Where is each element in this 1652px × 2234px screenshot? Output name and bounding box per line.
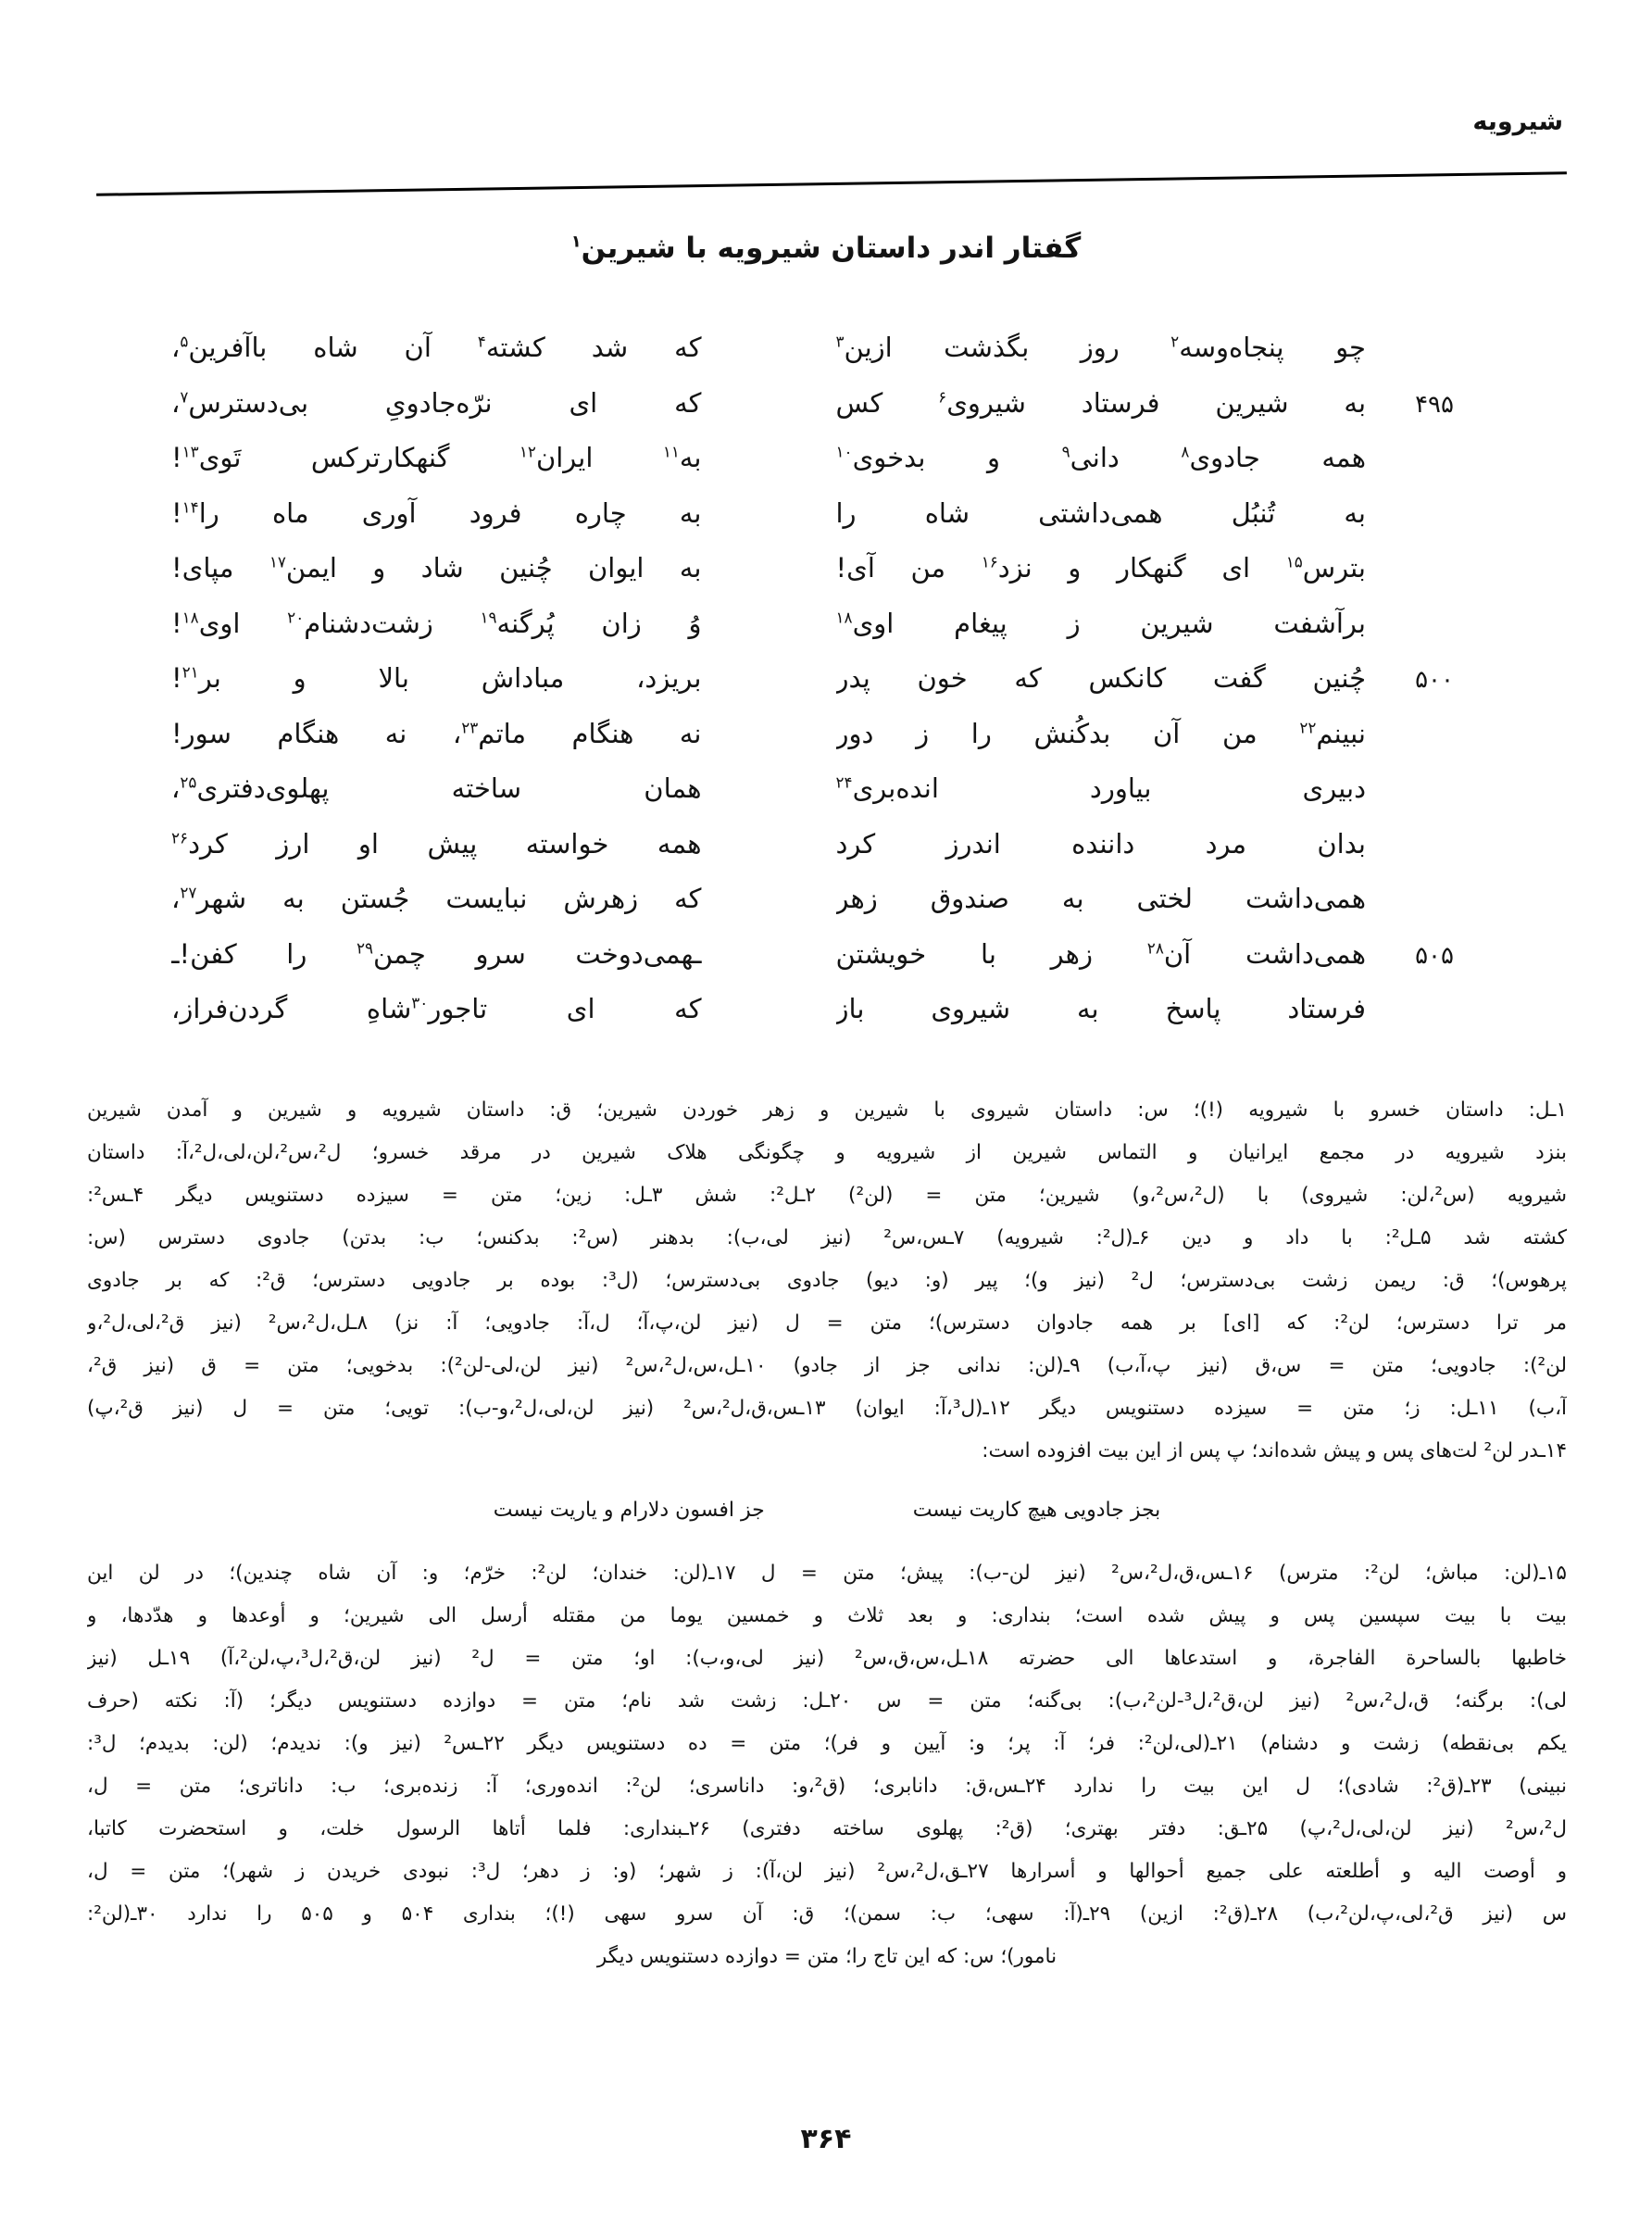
inline-verse-left-hemistich: جز افسون دلارام و یاریت نیست bbox=[493, 1499, 765, 1522]
footnote-line: لن²): جادویی؛ متن = س،ق (نیز پ،آ،ب) ۹ـ(لن: ندانی جز از جادو) ۱۰ـل،س،ل²،س² (نیز لن،لی-لن²): بدخویی؛ متن = ق (نیز ق²، bbox=[87, 1354, 1567, 1377]
poem-couplet bbox=[171, 431, 1454, 486]
footnote-line: یکم بی‌نقطه) زشت و دشنام) ۲۱ـ(لی،لن²: فر؛ آ: پر؛ و: آیین و فر)؛ متن = ده دستنویس دیگر ۲۲ـس² (نیز و): ندیدم؛ (لن: بدیدم؛ ل³: bbox=[87, 1732, 1567, 1755]
hemistich-left: به چاره فرود آوری ماه را$^{۱۴}$! bbox=[171, 496, 702, 529]
poem-couplet bbox=[171, 486, 1454, 542]
footnote-line: آ،ب) ۱۱ـل: ز؛ متن = سیزده دستنویس دیگر ۱۲ـ(ل³،آ: ایوان) ۱۳ـس،ق،ل²،س² (نیز لن،لی،ل²،و-ب): تویی؛ متن = ل (نیز ق²،پ) bbox=[87, 1397, 1567, 1420]
hemistich-right: نبینم$^{۲۲}$ من آن بدکُنش را ز دور bbox=[835, 717, 1366, 749]
hemistich-left: که زهرش نبایست جُستن به شهر$^{۲۷}$، bbox=[171, 883, 702, 914]
footnote-line: نبینی) ۲۳ـ(ق²: شادی)؛ ل این بیت را ندارد ۲۴ـس،ق: دانابری؛ (ق²،و: داناسری؛ لن²: انده‌وری؛ آ: زنده‌بری؛ ب: داناتری؛ متن = ل، bbox=[87, 1775, 1567, 1798]
hemistich-left: که ای تاجور$^{۳۰}$شاهِ گردن‌فراز، bbox=[171, 993, 702, 1024]
footnote-line: کشته شد ۵ـل²: با داد و دین ۶ـ(ل²: شیرویه) ۷ـس،س² (نیز لی،ب): بدهنر (س²: بدکنس؛ ب: بدتن) جادوی دسترس (س: bbox=[87, 1226, 1567, 1249]
hemistich-right: به تُنبُل همی‌داشتی شاه را bbox=[835, 496, 1366, 529]
hemistich-right: چو پنجاه‌وسه$^۲$ روز بگذشت ازین$^۳$ bbox=[835, 332, 1366, 363]
footnote-inline-verse bbox=[87, 1487, 1567, 1534]
hemistich-left: وُ زان پُرگنه$^{۱۹}$ زشت‌دشنام$^{۲۰}$ اوی$^{۱۸}$! bbox=[171, 607, 702, 639]
header-rule bbox=[96, 171, 1567, 196]
page-number: ۳۶۴ bbox=[800, 2123, 852, 2155]
running-header: شیرویه bbox=[1472, 107, 1563, 136]
footnote-line: لی): برگنه؛ ق،ل²،س² (نیز لن،ق²،ل³-لن²،ب): بی‌گنه؛ متن = س ۲۰ـل: زشت شد نام؛ متن = دوازده دستنویس دیگر؛ (آ: نکته (حرف bbox=[87, 1689, 1567, 1713]
footnote-line: شیرویه (س²،لن: شیروی) با (ل²،س²،و) شیرین؛ متن = (لن²) ۲ـل²: شش ۳ـل: زین؛ متن = سیزده دستنویس دیگر ۴ـس²: bbox=[87, 1184, 1567, 1207]
poem-couplet bbox=[171, 872, 1454, 927]
poem-couplet bbox=[171, 320, 1454, 376]
hemistich-right: برآشفت شیرین ز پیغام اوی$^{۱۸}$ bbox=[835, 607, 1366, 639]
hemistich-left: نه هنگام ماتم$^{۲۳}$، نه هنگام سور! bbox=[171, 717, 702, 749]
hemistich-left: بریزد، مباداش بالا و بر$^{۲۱}$! bbox=[171, 662, 702, 694]
footnotes-block bbox=[87, 1089, 1567, 1978]
footnote-line: بنزد شیرویه در مجمع ایرانیان و التماس شیرین از شیرویه و چگونگی هلاک شیرین در مرقد خسرو؛ ل²،س²،لن،لی،ل²،آ: داستان bbox=[87, 1141, 1567, 1164]
hemistich-left: که ای نرّه‌جادویِ بی‌دسترس$^۷$، bbox=[171, 386, 702, 419]
footnote-line: بیت با بیت سپسین پس و پیش شده است؛ بنداری: و بعد ثلاث و خمسین یوما من مقتله أرسل الی شیرین؛ و أوعدها و هدّدها، و bbox=[87, 1604, 1567, 1627]
poem-couplet bbox=[171, 707, 1454, 762]
footnote-line: نامور)؛ س: که این تاج را؛ متن = دوازده دستنویس دیگر bbox=[596, 1945, 1058, 1968]
footnote-line: ۱۵ـ(لن: مباش؛ لن²: مترس) ۱۶ـس،ق،ل²،س² (نیز لن-ب): پیش؛ متن = ل ۱۷ـ(لن: خندان؛ لن²: خرّم؛ و: آن شاه چندین)؛ در لن این bbox=[87, 1562, 1567, 1585]
inline-verse-right-hemistich: بجز جادویی هیچ کاریت نیست bbox=[912, 1499, 1161, 1522]
footnote-line: ۱ـل: داستان خسرو با شیرویه (!)؛ س: داستان شیروی با شیرین و زهر خوردن شیرین؛ ق: داستان شیرویه و شیرین و آمدن شیرین bbox=[87, 1098, 1567, 1122]
footnote-line: س (نیز ق²،لی،پ،لن²،ب) ۲۸ـ(ق²: ازین) ۲۹ـ(آ: سهی؛ ب: سمن)؛ ق: آن سرو سهی (!)؛ بنداری ۵۰۴ و ۵۰۵ را ندارد ۳۰ـ(لن²: bbox=[87, 1902, 1567, 1926]
poem-couplet bbox=[171, 651, 1454, 707]
hemistich-left: ـهمی‌دوخت سرو چمن$^{۲۹}$ را کفن!ـ bbox=[171, 937, 702, 970]
poem-couplet bbox=[171, 541, 1454, 596]
hemistich-left: همه خواسته پیش او ارز کرد$^{۲۶}$ bbox=[171, 827, 702, 860]
footnote-line: پرهوس)؛ ق: ریمن زشت بی‌دسترس؛ ل² (نیز و)؛ پیر (و: دیو) جادوی بی‌دسترس؛ (ل³: بوده بر جادویی دسترس؛ ق²: که بر جادوی bbox=[87, 1269, 1567, 1292]
hemistich-left: به ایوان چُنین شاد و ایمن$^{۱۷}$ مپای! bbox=[171, 552, 702, 584]
hemistich-right: به شیرین فرستاد شیروی$^۶$ کس bbox=[835, 386, 1366, 419]
hemistich-right: همی‌داشت آن$^{۲۸}$ زهر با خویشتن bbox=[835, 937, 1366, 970]
footnote-line: ۱۴ـدر لن² لت‌های پس و پیش شده‌اند؛ پ پس از این بیت افزوده است: bbox=[982, 1439, 1567, 1462]
footnotes-after bbox=[87, 1552, 1567, 1978]
hemistich-right: چُنین گفت کانکس که خون پدر bbox=[835, 662, 1366, 694]
hemistich-left: که شد کشته$^۴$ آن شاه باآفرین$^۵$، bbox=[171, 332, 702, 363]
poem-couplet bbox=[171, 982, 1454, 1037]
poem-couplet bbox=[171, 817, 1454, 872]
hemistich-right: دبیری بیاورد انده‌بری$^{۲۴}$ bbox=[835, 772, 1366, 804]
verse-number: ۴۹۵ bbox=[1415, 390, 1454, 419]
footnote-line: مر ترا دسترس؛ لن²: که [ای] بر همه جادوان دسترس)؛ متن = ل (نیز لن،پ،آ؛ ل،آ: جادویی؛ آ: نز) ۸ـل،ل²،س² (نیز ق²،لی،ل²،و bbox=[87, 1312, 1567, 1335]
poem-body bbox=[171, 320, 1454, 1037]
poem-couplet bbox=[171, 761, 1454, 817]
verse-number: ۵۰۵ bbox=[1415, 941, 1454, 970]
poem-couplet bbox=[171, 376, 1454, 432]
hemistich-right: بدان مرد داننده اندرز کرد bbox=[835, 827, 1366, 860]
hemistich-right: فرستاد پاسخ به شیروی باز bbox=[835, 993, 1366, 1024]
hemistich-left: به$^{۱۱}$ ایران$^{۱۲}$ گنهکارترکس تَوی$^{۱۳}$! bbox=[171, 442, 702, 473]
poem-couplet bbox=[171, 596, 1454, 652]
footnote-line: خاطبها بالساحرة الفاجرة، و استدعاها الی حضرته ۱۸ـل،س،ق،س² (نیز لی،و،ب): او؛ متن = ل² (نیز لن،ق²،ل³،پ،لن²،آ) ۱۹ـل (نیز bbox=[87, 1647, 1567, 1670]
section-title: گفتار اندر داستان شیرویه با شیرین$^۱$ bbox=[570, 232, 1082, 265]
verse-number: ۵۰۰ bbox=[1415, 666, 1454, 694]
hemistich-right: همه جادوی$^۸$ دانی$^۹$ و بدخوی$^{۱۰}$ bbox=[835, 442, 1366, 473]
footnotes-before bbox=[87, 1089, 1567, 1473]
hemistich-right: همی‌داشت لختی به صندوق زهر bbox=[835, 883, 1366, 914]
hemistich-left: همان ساخته پهلوی‌دفتری$^{۲۵}$، bbox=[171, 772, 702, 804]
footnote-line: ل²،س² (نیز لن،لی،ل²،پ) ۲۵ـق: دفتر بهتری؛ (ق²: پهلوی ساخته دفتری) ۲۶ـبنداری: فلما أتاها الرسول خلت، و استحضرت کاتبا، bbox=[87, 1817, 1567, 1840]
footnote-line: و أوصت الیه و أطلعته علی جمیع أحوالها و أسرارها ۲۷ـق،ل²،س² (نیز لن،آ): ز شهر؛ (و: ز دهر؛ ل³: نبودی خریدن ز شهر)؛ متن = ل، bbox=[87, 1860, 1567, 1883]
hemistich-right: بترس$^{۱۵}$ ای گنهکار و نزد$^{۱۶}$ من آی! bbox=[835, 552, 1366, 584]
poem-couplet bbox=[171, 927, 1454, 983]
